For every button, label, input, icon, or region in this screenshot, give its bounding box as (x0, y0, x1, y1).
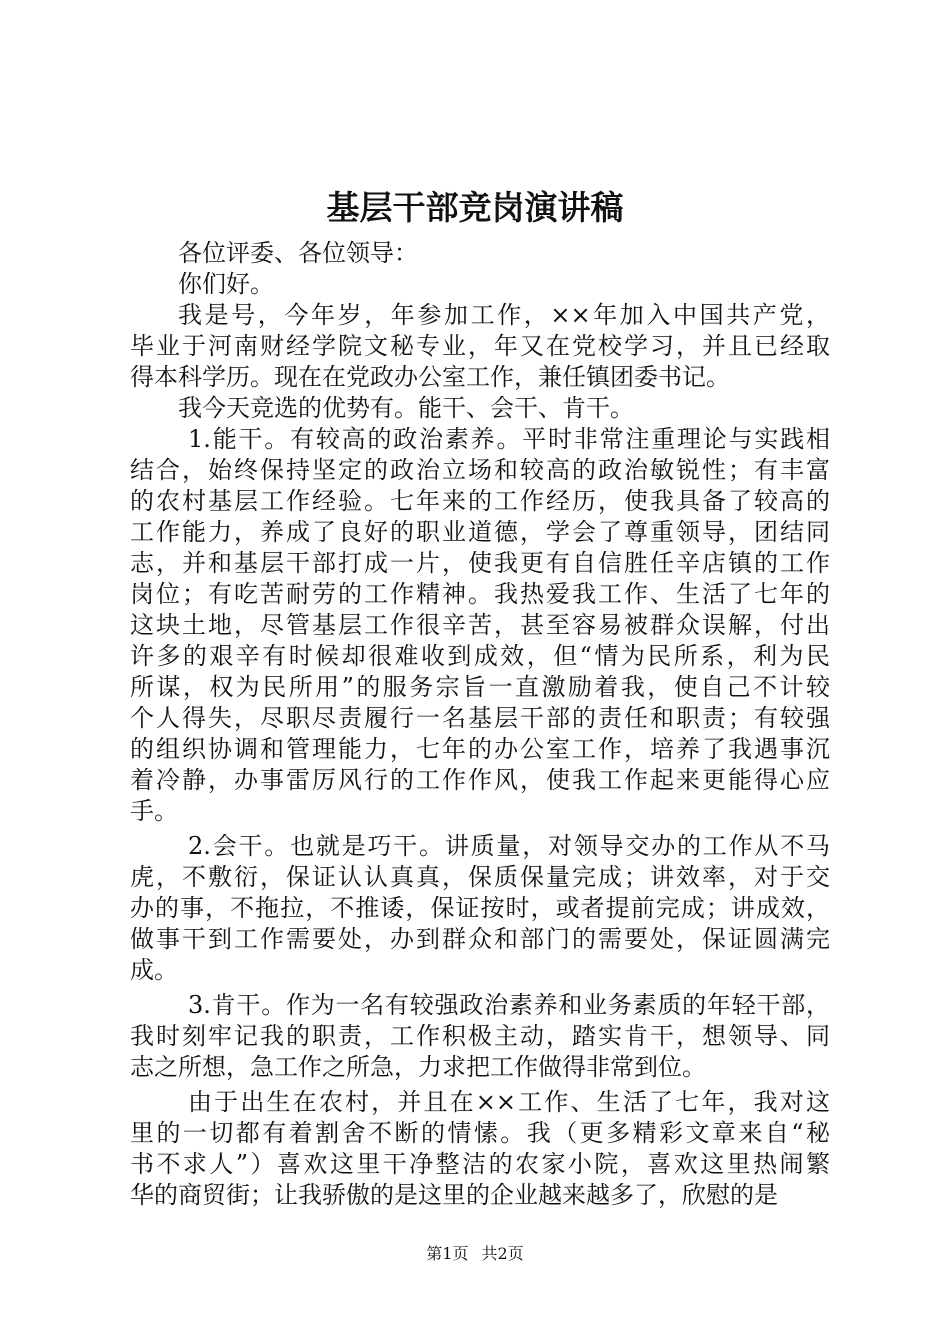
page-title: 基层干部竞岗演讲稿 (326, 188, 624, 227)
paragraph-point-2 (130, 831, 830, 986)
text-line: 志之所想，急工作之所急，力求把工作做得非常到位。 (130, 1053, 706, 1081)
paragraph-greeting (130, 269, 830, 300)
text-line: 结合，始终保持坚定的政治立场和较高的政治敏锐性；有丰富 (130, 456, 830, 484)
text-line: 的农村基层工作经验。七年来的工作经历，使我具备了较高的 (130, 487, 830, 515)
text-line: 我今天竞选的优势有。能干、会干、肯干。 (178, 394, 634, 422)
paragraph-intro (130, 300, 830, 393)
paragraph-hometown (130, 1087, 830, 1211)
text-line: 成。 (130, 956, 178, 984)
text-line: 1.能干。有较高的政治素养。平时非常注重理论与实践相 (188, 425, 830, 453)
text-line: 你们好。 (178, 270, 274, 298)
text-line: 的组织协调和管理能力，七年的办公室工作，培养了我遇事沉 (130, 735, 830, 763)
text-line: 由于出生在农村，并且在××工作、生活了七年，我对这 (188, 1088, 830, 1116)
text-line: 毕业于河南财经学院文秘专业，年又在党校学习，并且已经取 (130, 332, 830, 360)
page-number: 第1页 (426, 1244, 469, 1263)
text-line: 里的一切都有着割舍不断的情愫。我（更多精彩文章来自“秘 (130, 1119, 830, 1147)
text-line: 工作能力，养成了良好的职业道德，学会了尊重领导，团结同 (130, 518, 830, 546)
paragraph-point-1 (130, 424, 830, 827)
text-line: 这块土地，尽管基层工作很辛苦，甚至容易被群众误解，付出 (130, 611, 830, 639)
text-line: 我是号，今年岁，年参加工作，××年加入中国共产党， (178, 301, 830, 329)
text-line: 得本科学历。现在在党政办公室工作，兼任镇团委书记。 (130, 363, 730, 391)
text-line: 许多的艰辛有时候却很难收到成效，但“情为民所系，利为民 (130, 642, 830, 670)
text-line: 书不求人”）喜欢这里干净整洁的农家小院，喜欢这里热闹繁 (130, 1150, 830, 1178)
text-line: 我时刻牢记我的职责，工作积极主动，踏实肯干，想领导、同 (130, 1022, 830, 1050)
document-body (130, 238, 830, 1211)
paragraph-advantages (130, 393, 830, 424)
text-line: 岗位；有吃苦耐劳的工作精神。我热爱我工作、生活了七年的 (130, 580, 830, 608)
text-line: 虎，不敷衍，保证认认真真，保质保量完成；讲效率，对于交 (130, 863, 830, 891)
text-line: 各位评委、各位领导： (178, 239, 418, 267)
text-line: 着冷静，办事雷厉风行的工作作风，使我工作起来更能得心应 (130, 766, 830, 794)
text-line: 3.肯干。作为一名有较强政治素养和业务素质的年轻干部， (188, 991, 830, 1019)
text-line: 所谋，权为民所用”的服务宗旨一直激励着我，使自己不计较 (130, 673, 830, 701)
page-footer (0, 1244, 950, 1264)
paragraph-salutation (130, 238, 830, 269)
text-line: 个人得失，尽职尽责履行一名基层干部的责任和职责；有较强 (130, 704, 830, 732)
text-line: 做事干到工作需要处，办到群众和部门的需要处，保证圆满完 (130, 925, 830, 953)
text-line: 2.会干。也就是巧干。讲质量，对领导交办的工作从不马 (188, 832, 830, 860)
text-line: 办的事，不拖拉，不推诿，保证按时，或者提前完成；讲成效， (130, 894, 830, 922)
page-count: 共2页 (481, 1244, 524, 1263)
text-line: 志，并和基层干部打成一片，使我更有自信胜任辛店镇的工作 (130, 549, 830, 577)
text-line: 手。 (130, 797, 178, 825)
paragraph-point-3 (130, 990, 830, 1083)
text-line: 华的商贸街；让我骄傲的是这里的企业越来越多了，欣慰的是 (130, 1181, 778, 1209)
